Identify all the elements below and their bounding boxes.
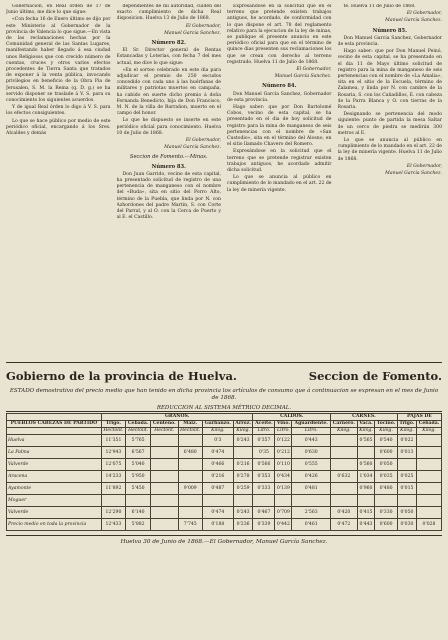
price-cell: 0'339	[253, 519, 275, 531]
column-header: Tocino.	[375, 421, 398, 428]
table-row	[7, 507, 442, 519]
price-cell: 5'882	[126, 519, 151, 531]
column-4	[338, 4, 443, 358]
town-name: La Palma	[7, 447, 102, 459]
price-cell: 0'278	[233, 471, 253, 483]
price-cell: 0'330	[375, 507, 398, 519]
price-cell	[151, 471, 178, 483]
unit-cell: Litro.	[292, 428, 331, 435]
price-cell: 5'450	[126, 483, 151, 495]
price-cell: 2'563	[292, 507, 331, 519]
price-cell	[417, 483, 442, 495]
group-header-row	[7, 414, 442, 421]
price-cell	[275, 495, 292, 507]
price-cell: 5'040	[126, 459, 151, 471]
group-header-empty	[7, 414, 102, 421]
paragraph: Expresándose en la solicitud que en el terreno que pretende existen trabajos antiguos, he acordado, de conformidad con lo que dispone el art. 78 del reglamento relativo para la ejecucion de la ley de minas, se publique el presente anuncio en este periódico oficial para que en el término de quince dias presenten sus reclamaciones los que se crean con derecho al terreno registrado. Huelva 11 de Julio de 1868.	[227, 4, 332, 65]
price-cell: 0'050	[375, 459, 398, 471]
unit-cell: Kilóg.	[397, 428, 416, 435]
price-cell: 0'243	[233, 507, 253, 519]
town-name: Aracena	[7, 471, 102, 483]
price-cell: 0'443	[357, 519, 375, 531]
price-cell	[253, 495, 275, 507]
price-cell: 0'426	[292, 471, 331, 483]
price-cell: 0'630	[292, 447, 331, 459]
unit-cell: Kilóg.	[417, 428, 442, 435]
column-1	[6, 4, 111, 358]
price-cell	[417, 435, 442, 447]
price-cell: 0'035	[375, 471, 398, 483]
paragraph: Lo que se anuncia al público en cumplimiento de lo mandado en el art. 22 de la ley de minería vigente. Huelva 11 de Julio de 1868.	[337, 138, 442, 162]
price-cell: 0'481	[292, 483, 331, 495]
price-cell	[417, 447, 442, 459]
section-title: Seccion de Fomento.	[308, 369, 442, 383]
price-cell	[151, 447, 178, 459]
paragraph: Don Manuel García Sanchez, Gobernador de esta provincia.	[227, 91, 332, 103]
price-cell	[330, 459, 357, 471]
notice-number: Número 82.	[151, 40, 186, 47]
paragraph: Don Juan Garrido, vecino de esta capital, ha presentado solicitud de registro de una pertenencia de manganeso con el nombre del «Buda», sita en sitio del Porro Alto, término de la Puebla, que linda por N. con Azhordones del padre Martin, S. con Corte del Parral, y al O. con la Cerca de Puerto y al E. el Castillo.	[116, 171, 221, 221]
unit-cell: Kilóg.	[203, 428, 234, 435]
column-header: Cebada.	[417, 421, 442, 428]
price-cell: 6'480	[178, 447, 203, 459]
unit-row	[7, 428, 442, 435]
price-cell: 0'472	[330, 519, 357, 531]
price-cell	[330, 495, 357, 507]
price-cell	[101, 495, 126, 507]
price-cell: 0'474	[203, 507, 234, 519]
paragraph: Expresándose en la solicitud que el terreno que se pretende registrar existen trabajos antiguos, he acordado admitir dicha solicitud.	[227, 149, 332, 174]
price-cell: 0'216	[233, 459, 253, 471]
price-cell: 0'35	[253, 447, 275, 459]
price-cell: 11'892	[101, 483, 126, 495]
price-cell: 0'442	[275, 519, 292, 531]
price-cell: 5'950	[126, 471, 151, 483]
town-name: Moguer	[7, 495, 102, 507]
notice-number: Número 83.	[151, 163, 186, 170]
text-columns	[6, 4, 442, 358]
paragraph: Hago saber: que por Don Manuel Peinó, vecino de esta capital, se ha presentado en el dia 11 de Mayo último solicitud de registro para la mina de manganeso de seis pertenencias con el nombre de «La Amalia», sita en el sitio de la Escuela, término de Zalamea, y linda por N. con cambre de la Rosaria, S. con los Cañadillos, E. con cabeza de la Parra Blanca y O. con tierras de la Rosaria.	[337, 49, 442, 111]
price-cell: 0'050	[397, 507, 416, 519]
paragraph: te. Huelva 11 de Julio de 1868.	[343, 4, 416, 9]
price-cell	[417, 495, 442, 507]
paragraph: Designando se pertenencia del modo siguiente: punto de partida la mesa Saltar de un cerco de piedra se medirán 300 metros al E.	[337, 112, 442, 136]
unit-cell: Litro.	[253, 428, 275, 435]
price-cell: 0'466	[203, 459, 234, 471]
price-cell: 0'030	[397, 519, 416, 531]
price-cell: 0'110	[275, 459, 292, 471]
signature-name: Manuel García Sanchez.	[164, 30, 221, 36]
signature-name: Manuel García Sanchez.	[164, 145, 221, 151]
price-cell: 0'028	[417, 519, 442, 531]
table-row	[7, 435, 442, 447]
section-heading: Seccion de Fomento.—Minas.	[129, 154, 208, 161]
column-header: Trigo.	[101, 421, 126, 428]
price-cell: 0'415	[357, 507, 375, 519]
column-header: Carnero.	[330, 421, 357, 428]
price-cell	[178, 435, 203, 447]
signature-name: Manuel García Sanchez.	[385, 171, 442, 177]
intro-lead: ESTADO demostrativo del precio medio que han tenido en dicha provincia los artículos de consumo que á continuacion se expresan en el mes de Junio de 1868.	[9, 388, 439, 401]
price-cell: 5'765	[126, 435, 151, 447]
section-titles	[6, 362, 442, 383]
paragraph: «En el sorteo celebrado en este dia para adjudicar el premio de 250 escudos concedido con cada uno á las huérfanas de militares y patriotas muertos en campaña, ha cabido en suerte dicho premio á doña Fernanda Benedicto, hija de Don Francisco, M. N. de la villa de Barrañon, muerto en el campo del honor.	[116, 67, 221, 117]
unit-cell: Kilóg.	[359, 428, 373, 433]
price-cell: 0'353	[253, 471, 275, 483]
table-row	[7, 459, 442, 471]
group-header: CARNES.	[330, 414, 397, 421]
paragraph: Hago saber: que por Don Bartolomé Cobos, vecino de esta capital, se ha presentado en el dia de hoy solicitud de registro para la mina de manganeso de seis pertenencias con el nombre de «San Custodio», sita en el término del Alosno, en el sitio llamado Chavero del Romero.	[227, 105, 332, 148]
unit-cell: Hectólit.	[151, 428, 178, 435]
price-cell	[178, 471, 203, 483]
town-name: Huelva	[7, 435, 102, 447]
column-header: Aguardiente.	[292, 421, 331, 428]
price-cell: 0'600	[375, 447, 398, 459]
price-cell	[233, 447, 253, 459]
price-cell: 0'474	[203, 447, 234, 459]
column-header: PUEBLOS CABEZAS DE PARTIDO	[7, 421, 102, 428]
price-cell	[375, 495, 398, 507]
price-cell	[151, 459, 178, 471]
price-cell	[203, 495, 234, 507]
unit-cell: Hectólit.	[178, 428, 203, 435]
price-cell	[357, 495, 375, 507]
price-cell: 6'140	[126, 507, 151, 519]
price-cell: 0'600	[375, 519, 398, 531]
column-header: Vino.	[276, 421, 290, 426]
notice-number: Número 84.	[262, 83, 297, 90]
page-title: Gobierno de la provincia de Huelva.	[6, 369, 237, 383]
signature-title: El Gobernador,	[296, 67, 332, 73]
price-cell	[397, 459, 416, 471]
column-header: Aceite.	[253, 421, 275, 428]
town-name: Valverde	[7, 507, 102, 519]
price-cell: 0'188	[203, 519, 234, 531]
group-header: CALDOS.	[253, 414, 330, 421]
signature-title: El Gobernador,	[185, 23, 221, 29]
group-header: GRANOS.	[101, 414, 253, 421]
price-cell: 0'560	[357, 459, 375, 471]
paragraph: dependientes de mi autoridad, cuiden del exacto cumplimiento de dicha Real disposicion. Huelva 13 de Julio de 1868.	[116, 4, 221, 22]
price-cell	[151, 519, 178, 531]
price-cell: 12'075	[101, 459, 126, 471]
price-cell: 12'290	[101, 507, 126, 519]
intro-text	[6, 388, 442, 402]
price-cell: 0'212	[275, 447, 292, 459]
price-cell: 0'467	[253, 507, 275, 519]
column-2	[117, 4, 222, 358]
price-cell: 0'333	[253, 483, 275, 495]
price-cell: 0'487	[203, 483, 234, 495]
table-caption: REDUCCION AL SISTEMA MÉTRICO DECIMAL.	[6, 405, 442, 412]
price-cell: 7'745	[178, 519, 203, 531]
notice-number: Número 85.	[372, 27, 407, 34]
signature-title: El Gobernador,	[185, 138, 221, 144]
price-cell	[357, 447, 375, 459]
unit-cell: Kilóg.	[233, 428, 253, 435]
signature-name: Manuel García Sanchez.	[385, 18, 442, 24]
price-cell: 14'233	[101, 471, 126, 483]
signature-title: El Gobernador,	[406, 163, 442, 169]
price-cell: 0'566	[253, 459, 275, 471]
price-cell: 12'433	[101, 519, 126, 531]
price-cell: 0'461	[292, 519, 331, 531]
table-row	[7, 519, 442, 531]
column-header: Vaca.	[359, 421, 373, 426]
table-row	[7, 495, 442, 507]
unit-cell: Litro.	[275, 428, 292, 435]
price-cell: 6'567	[126, 447, 151, 459]
group-header: PAJAS DE	[397, 414, 441, 421]
price-cell	[151, 507, 178, 519]
column-3	[227, 4, 332, 358]
price-cell	[330, 447, 357, 459]
price-cell: 0'709	[275, 507, 292, 519]
column-header: Cebada.	[126, 421, 151, 428]
unit-cell	[7, 428, 102, 435]
price-cell: 0'434	[275, 471, 292, 483]
price-cell: 12'943	[101, 447, 126, 459]
signature-name: Manuel García Sanchez.	[274, 74, 332, 80]
town-name: Valverde	[7, 459, 102, 471]
town-name: Precio medio en toda la provincia	[7, 519, 102, 531]
price-cell	[397, 495, 416, 507]
price-cell: 9'009	[178, 483, 203, 495]
column-header: Arroz.	[233, 421, 253, 428]
column-header-row	[7, 421, 442, 428]
price-cell: 11'351	[101, 435, 126, 447]
table-body	[7, 435, 442, 531]
column-header: Centeno.	[151, 421, 178, 428]
town-name: Ayamonte	[7, 483, 102, 495]
paragraph: Gobernacion, en Real órden de 17 de Junio último, me dice lo que sigue:	[6, 4, 111, 16]
price-cell: 0'013	[397, 447, 416, 459]
price-cell: 0'243	[233, 435, 253, 447]
price-cell: 0'540	[375, 435, 398, 447]
column-header: Trigo.	[397, 421, 416, 428]
price-cell: 0'236	[233, 519, 253, 531]
column-header: Garbanzo.	[203, 421, 234, 428]
price-cell	[178, 459, 203, 471]
paragraph: Lo que se anuncia al público en cumplimiento de lo mandado en el art. 22 de la ley de minería vigente.	[227, 175, 332, 193]
price-cell: 1'034	[357, 471, 375, 483]
price-cell: 0'216	[203, 471, 234, 483]
price-cell: 0'015	[397, 483, 416, 495]
paragraph: El Sr. Director general de Rentas Estancadas y Loterías, con fecha 7 del mes actual, me dice lo que sigue:	[116, 48, 221, 66]
price-table	[6, 413, 442, 531]
price-cell	[233, 495, 253, 507]
price-cell: 0'022	[397, 435, 416, 447]
price-cell	[178, 507, 203, 519]
price-cell	[330, 435, 357, 447]
price-cell: 0'3	[203, 435, 234, 447]
price-cell: 0'960	[357, 483, 375, 495]
price-cell	[151, 435, 178, 447]
price-cell	[417, 459, 442, 471]
paragraph: Y de igual Real órden lo digo á V. S. para los efectos consiguientes.	[6, 105, 111, 117]
table-row	[7, 483, 442, 495]
unit-cell: Kilóg.	[330, 428, 357, 435]
price-cell: 0'443	[292, 435, 331, 447]
table-row	[7, 447, 442, 459]
price-cell	[126, 495, 151, 507]
column-header: Maiz.	[178, 421, 203, 428]
price-cell: 0'259	[233, 483, 253, 495]
price-cell	[178, 495, 203, 507]
price-cell	[417, 471, 442, 483]
price-cell: 0'122	[275, 435, 292, 447]
price-cell	[151, 483, 178, 495]
table-row	[7, 471, 442, 483]
unit-cell: Kilóg.	[375, 428, 398, 435]
price-cell: 0'480	[375, 483, 398, 495]
signature-title: El Gobernador,	[406, 11, 442, 17]
price-cell: 0'357	[253, 435, 275, 447]
price-cell	[417, 507, 442, 519]
price-cell: 0'632	[330, 471, 357, 483]
unit-cell: Hectólit.	[101, 428, 126, 435]
price-cell	[151, 495, 178, 507]
paragraph: Lo que se hace público por medio de este periódico oficial, encargando á los Sres. Alcaldes y demás	[6, 118, 111, 137]
footer-signature: Huelva 30 de Junio de 1868.—El Gobernador, Manuel García Sanchez.	[6, 535, 442, 545]
price-cell: 0'565	[357, 435, 375, 447]
unit-cell: Hectólit.	[126, 428, 151, 435]
price-cell	[292, 495, 331, 507]
paragraph: «Con fecha 16 de Enero último se dijo por este Ministerio al Gobernador de la provincia de Valencia lo que sigue.—En vista de las reclamaciones hechas por la Comunidad general de las Santas Lugares, manifestando haber llegado á esa ciudad unos Religiosos que con crecido número de cuentas, cruces y otros varios efectos procedentes de Tierra Santa que tratados de exponer á la venta pública, invocando privilegios en beneficio de la Obra Pia de Jerusalen, S. M. la Reina (q. D. g.) se ha servido disponer se traslade á V. S. para su conocimiento los siguientes acuerdos.	[6, 17, 111, 104]
price-cell	[330, 483, 357, 495]
paragraph: Lo que he dispuesto se inserte en este periódico oficial para conocimiento. Huelva 10 de Julio de 1868.	[116, 118, 221, 136]
price-cell: 0'025	[397, 471, 416, 483]
price-cell: 0'420	[330, 507, 357, 519]
price-cell: 0'139	[275, 483, 292, 495]
paragraph: Don Manuel García Sanchez, Gobernador de esta provincia.	[337, 35, 442, 48]
price-cell: 0'555	[292, 459, 331, 471]
